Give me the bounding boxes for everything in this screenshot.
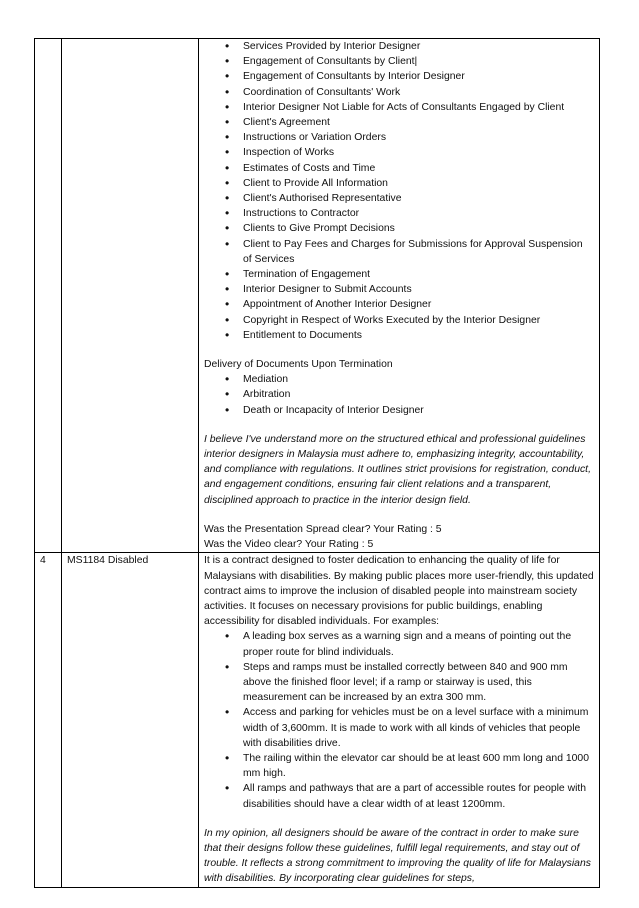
list-item: • Instructions to Contractor (204, 206, 594, 221)
topic-list (204, 39, 594, 343)
content-cell (199, 553, 600, 887)
list-item: • Services Provided by Interior Designer (204, 39, 594, 54)
list-item: • Steps and ramps must be installed correctly between 840 and 900 mm above the finished floor level; if a ramp or stairway is used, this measurement can be increased by an extra 300 mm. (204, 660, 594, 706)
list-item: • Arbitration (204, 387, 594, 402)
list-item: • Clients to Give Prompt Decisions (204, 221, 594, 236)
list-item: • Appointment of Another Interior Designer (204, 297, 594, 312)
list-item: • Mediation (204, 372, 594, 387)
row-number-cell (35, 39, 62, 553)
intro-paragraph: It is a contract designed to foster dedication to enhancing the quality of life for Malaysians with disabilities. By making public places more user-friendly, this updated contract aims to improve the inclusion of disabled people into mainstream society activities. It focuses on necessary provisions for public buildings, enabling accessibility for disabled individuals. For examples: (204, 555, 594, 628)
list-item: • Death or Incapacity of Interior Designer (204, 403, 594, 418)
list-item: • A leading box serves as a warning sign and a means of pointing out the proper route for blind individuals. (204, 629, 594, 659)
list-item: • Engagement of Consultants by Interior Designer (204, 69, 594, 84)
termination-sub-list (204, 372, 594, 418)
list-item: • Copyright in Respect of Works Executed by the Interior Designer (204, 313, 594, 328)
reflection-table (34, 38, 600, 888)
list-item: • Termination of Engagement (204, 267, 594, 282)
subheading: Delivery of Documents Upon Termination (204, 359, 393, 371)
list-item: • Client to Pay Fees and Charges for Submissions for Approval Suspension of Services (204, 237, 594, 267)
standard-name-cell: MS1184 Disabled (62, 553, 199, 887)
table-row (35, 553, 600, 887)
list-item: • Inspection of Works (204, 145, 594, 160)
list-item: • Entitlement to Documents (204, 328, 594, 343)
table-row (35, 39, 600, 553)
list-item: • Interior Designer Not Liable for Acts of Consultants Engaged by Client (204, 100, 594, 115)
presentation-rating: Was the Presentation Spread clear? Your Rating : 5 (204, 523, 442, 535)
content-cell (199, 39, 600, 553)
list-item: • Instructions or Variation Orders (204, 130, 594, 145)
list-item: • Coordination of Consultants' Work (204, 85, 594, 100)
examples-list (204, 629, 594, 811)
list-item: • Estimates of Costs and Time (204, 161, 594, 176)
list-item: • Engagement of Consultants by Client| (204, 54, 594, 69)
reflection-paragraph: I believe I've understand more on the structured ethical and professional guidelines interior designers in Malaysia must adhere to, emphasizing integrity, accountability, and compliance with regulations. It outlines strict provisions for registration, conduct, and engagement conditions, ensuring fair client relations and a transparent, disciplined approach to practice in the interior design field. (204, 433, 591, 506)
list-item: • Client's Agreement (204, 115, 594, 130)
list-item: • All ramps and pathways that are a part of accessible routes for people with disabilities should have a clear width of at least 1200mm. (204, 781, 594, 811)
standard-name-cell (62, 39, 199, 553)
list-item: • Access and parking for vehicles must be on a level surface with a minimum width of 3,600mm. It is made to work with all kinds of vehicles that people with disabilities drive. (204, 705, 594, 751)
list-item: • Interior Designer to Submit Accounts (204, 282, 594, 297)
opinion-paragraph: In my opinion, all designers should be aware of the contract in order to make sure that their designs follow these guidelines, fulfill legal requirements, and stay out of trouble. It reflects a strong commitment to improving the quality of life for Malaysians with disabilities. By incorporating clear guidelines for steps, (204, 827, 591, 885)
list-item: • The railing within the elevator car should be at least 600 mm long and 1000 mm high. (204, 751, 594, 781)
list-item: • Client's Authorised Representative (204, 191, 594, 206)
video-rating: Was the Video clear? Your Rating : 5 (204, 539, 374, 551)
row-number-cell: 4 (35, 553, 62, 887)
list-item: • Client to Provide All Information (204, 176, 594, 191)
